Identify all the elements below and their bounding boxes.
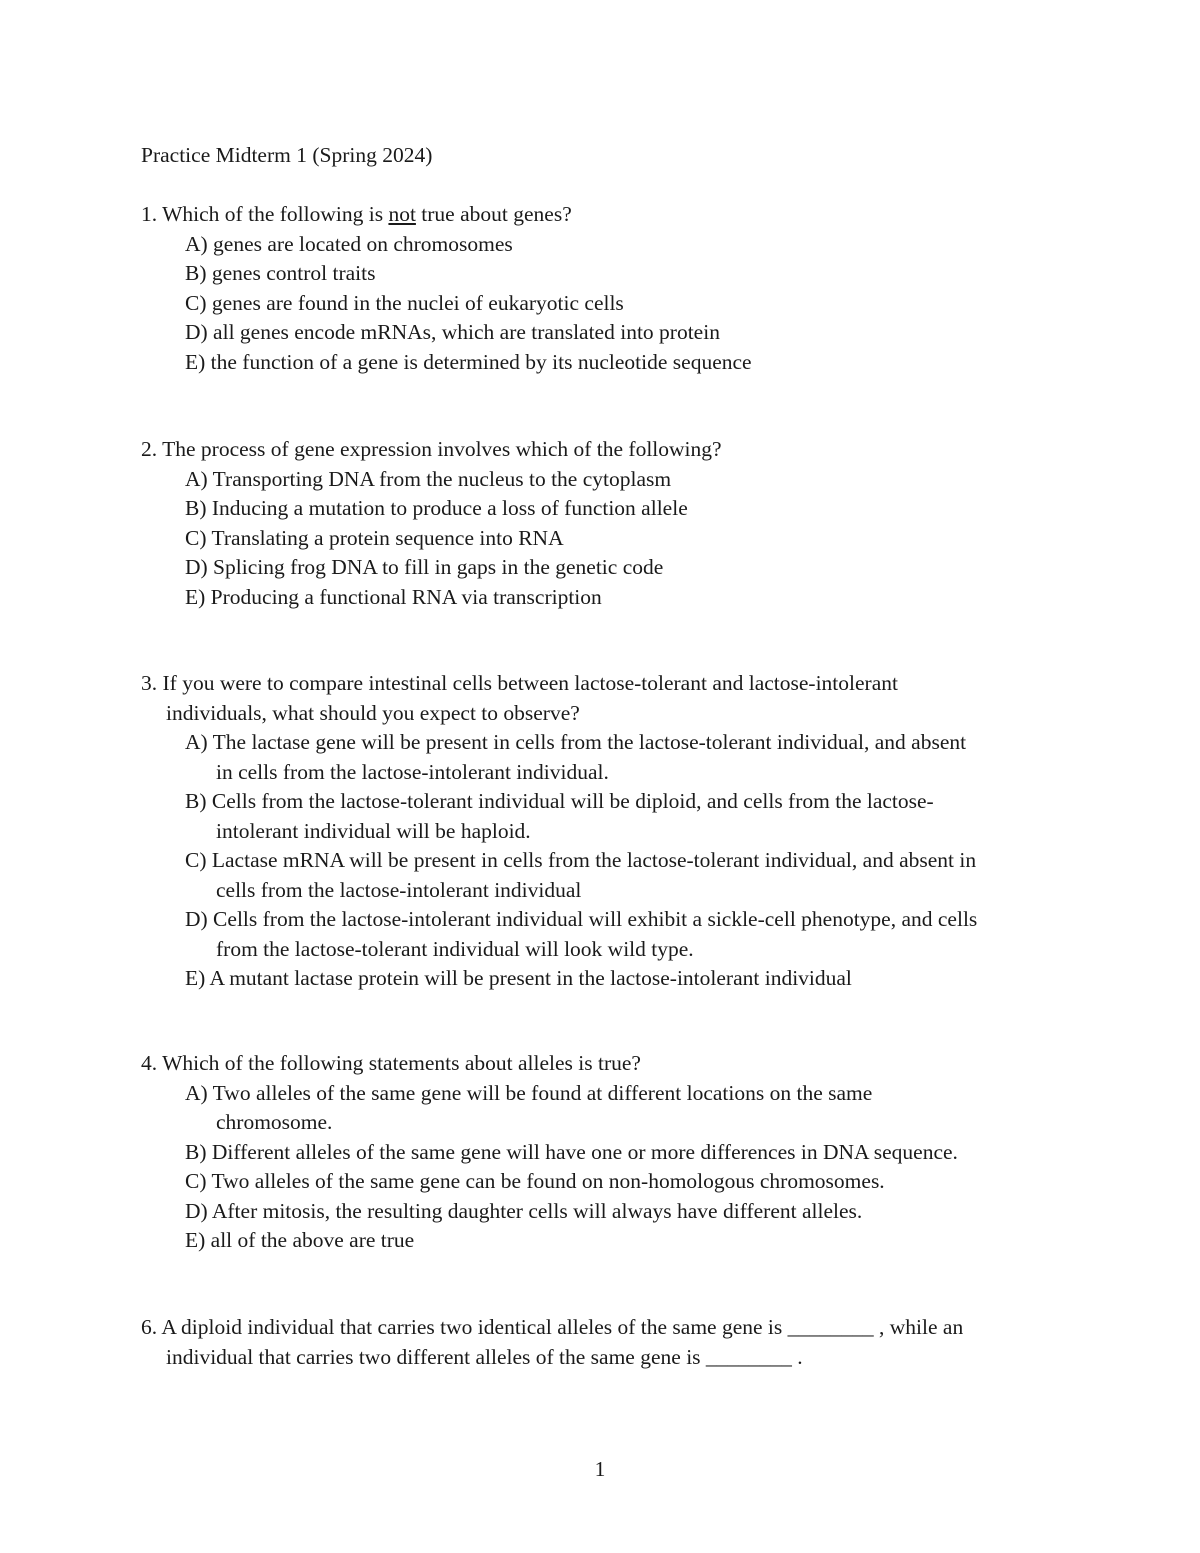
option-a: A) The lactase gene will be present in cells from the lactose-tolerant individual, and absent [185,730,967,754]
question-4-stem [141,1049,1081,1079]
question-number: 6. [141,1315,158,1339]
question-number: 1. [141,202,158,226]
question-1-options [141,230,1081,378]
option-d: D) After mitosis, the resulting daughter cells will always have different alleles. [185,1198,863,1223]
question-2 [141,435,1081,612]
option-e: E) the function of a gene is determined by its nucleotide sequence [185,349,752,374]
question-emphasis: not [388,202,416,226]
option-c: C) Lactase mRNA will be present in cells from the lactose-tolerant individual, and absent in [185,848,977,872]
option-a: A) Transporting DNA from the nucleus to the cytoplasm [185,466,672,491]
option-e: E) all of the above are true [185,1228,415,1252]
question-4 [141,1049,1081,1256]
question-2-stem [141,435,1081,465]
question-text: The process of gene expression involves which of the following? [162,437,722,461]
question-4-options [141,1079,1081,1256]
option-b-continued: intolerant individual will be haploid. [216,818,531,843]
option-a: A) Two alleles of the same gene will be found at different locations on the same [185,1080,873,1105]
question-6 [141,1313,1081,1372]
question-number: 4. [141,1051,158,1075]
option-a-continued: in cells from the lactose-intolerant individual. [216,759,609,784]
option-b: B) Cells from the lactose-tolerant individual will be diploid, and cells from the lactose- [185,789,934,813]
option-c: C) Two alleles of the same gene can be found on non-homologous chromosomes. [185,1169,885,1193]
option-b: B) genes control traits [185,261,376,285]
question-3-stem [141,669,1081,699]
question-text: Which of the following statements about alleles is true? [162,1051,641,1075]
option-a: A) genes are located on chromosomes [185,231,513,256]
option-e: E) A mutant lactase protein will be present in the lactose-intolerant individual [185,966,852,990]
question-3-options [141,728,1081,994]
option-a-continued: chromosome. [216,1110,333,1134]
option-d: D) Splicing frog DNA to fill in gaps in the genetic code [185,555,664,579]
option-c: C) Translating a protein sequence into RNA [185,525,564,550]
question-text: If you were to compare intestinal cells between lactose-tolerant and lactose-intolerant [162,671,898,695]
question-3 [141,669,1081,994]
option-d-continued: from the lactose-tolerant individual will look wild type. [216,936,694,961]
question-1 [141,200,1081,377]
option-d: D) Cells from the lactose-intolerant individual will exhibit a sickle-cell phenotype, and cells [185,907,978,931]
question-text: Which of the following is [162,202,389,226]
question-6-stem [141,1313,1081,1343]
option-e: E) Producing a functional RNA via transcription [185,584,602,609]
question-text: true about genes? [415,202,572,226]
question-number: 2. [141,437,158,461]
option-d: D) all genes encode mRNAs, which are translated into protein [185,320,720,344]
question-6-stem-continued: individual that carries two different alleles of the same gene is ________ . [166,1344,803,1369]
question-3-stem-continued: individuals, what should you expect to observe? [166,700,580,725]
page-number: 1 [594,1457,606,1481]
page-title: Practice Midterm 1 (Spring 2024) [141,143,433,167]
question-1-stem [141,200,1081,230]
option-b: B) Inducing a mutation to produce a loss of function allele [185,496,688,520]
question-text: A diploid individual that carries two identical alleles of the same gene is ________ , while an [161,1315,964,1339]
option-c-continued: cells from the lactose-intolerant individual [216,877,582,902]
option-b: B) Different alleles of the same gene will have one or more differences in DNA sequence. [185,1139,958,1164]
option-c: C) genes are found in the nuclei of eukaryotic cells [185,290,624,315]
question-2-options [141,465,1081,613]
question-number: 3. [141,671,158,695]
